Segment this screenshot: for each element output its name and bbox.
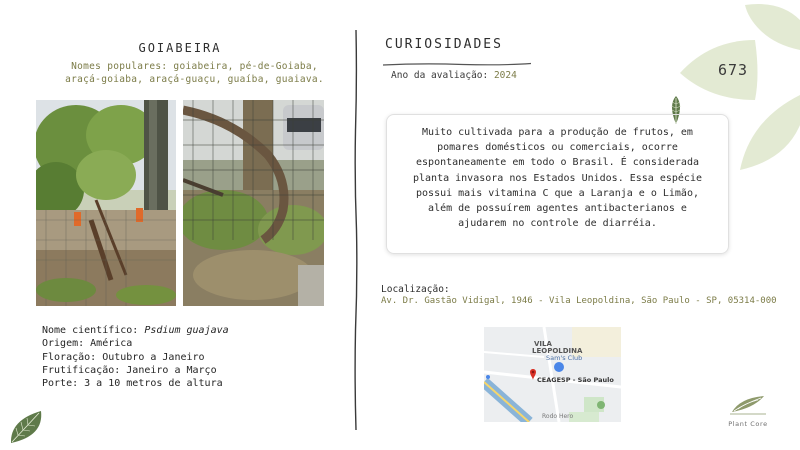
map-marker-label: CEAGESP - São Paulo	[537, 376, 614, 384]
location-map[interactable]	[484, 327, 621, 422]
plant-facts	[42, 324, 229, 390]
map-district-line1: VILA	[534, 340, 552, 348]
title-underline	[383, 52, 531, 58]
column-divider	[352, 30, 360, 430]
location-address: Av. Dr. Gastão Vidigal, 1946 - Vila Leopoldina, São Paulo - SP, 05314-000	[381, 296, 777, 306]
curiosities-text: Muito cultivada para a produção de frutos, em pomares domésticos ou comerciais, ocorre espontaneamente em todo o Brasil. É considerada planta invasora nos Estados Unidos. Essa espécie possui mais vitamina C que a Laranja e o Limão, além de possuírem agentes antibacterianos e ajudarem no controle de diarréia.	[413, 127, 702, 230]
tree-photo-2	[183, 100, 324, 306]
tree-photo-1	[36, 100, 176, 306]
curiosities-card	[386, 114, 729, 254]
size: Porte: 3 a 10 metros de altura	[42, 378, 223, 390]
origin: Origem: América	[42, 338, 133, 350]
scientific-name-label: Nome científico:	[42, 325, 145, 336]
scientific-name	[42, 324, 229, 337]
brand-name: Plant Core	[728, 420, 768, 428]
curiosities-title: CURIOSIDADES	[385, 37, 503, 52]
leaf-bottom-icon	[8, 408, 46, 446]
plant-number: 673	[717, 61, 749, 79]
flowering: Floração: Outubro a Janeiro	[42, 351, 205, 363]
year-value: 2024	[493, 70, 517, 81]
map-district-line2: LEOPOLDINA	[532, 347, 583, 355]
plant-core-logo	[718, 392, 778, 432]
map-bottom-label: Rodo Hero	[542, 413, 574, 420]
scientific-name-value: Psdium guajava	[144, 325, 229, 336]
evaluation-year	[391, 70, 517, 81]
popular-names: Nomes populares: goiabeira, pé-de-Goiaba, araçá-goiaba, araçá-guaçu, guaíba, guaiava.	[65, 61, 324, 85]
map-poi-label: Sam's Club	[546, 354, 583, 362]
location-label: Localização:	[381, 284, 450, 295]
plant-name: GOIABEIRA	[138, 41, 222, 55]
year-label: Ano da avaliação:	[391, 70, 494, 81]
fruiting: Frutificação: Janeiro a Março	[42, 364, 217, 376]
